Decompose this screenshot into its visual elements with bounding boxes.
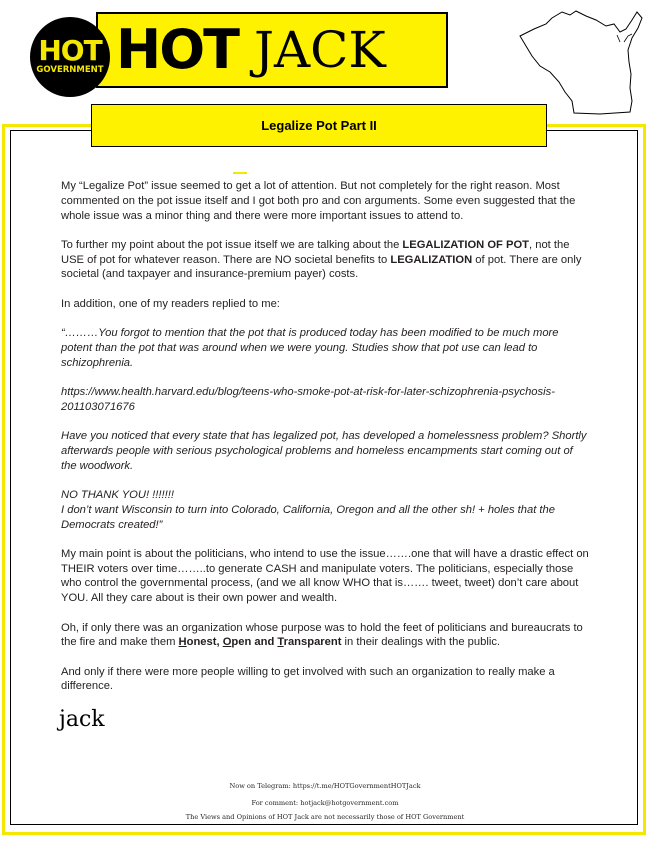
logo-government-text: GOVERNMENT <box>36 65 104 75</box>
paragraph-3: In addition, one of my readers replied to me: <box>61 297 280 310</box>
hot-government-logo <box>30 17 110 97</box>
quote-1: “………You forgot to mention that the pot that is produced today has been modified to be much more potent than the pot that was around when we were young. Studies show that pot use can lead to schizophrenia. <box>61 327 559 369</box>
wisconsin-map-icon <box>516 2 646 120</box>
logo-hot-text: HOT <box>38 34 102 67</box>
masthead-jack: JACK <box>253 21 386 79</box>
decorative-dash <box>233 172 247 174</box>
quote-3: NO THANK YOU! !!!!!!! I don’t want Wisconsin to turn into Colorado, California, Oregon and all the other sh! + holes that the Democrats created!” <box>61 488 555 531</box>
footer-comment: For comment: hotjack@hotgovernment.com <box>251 799 399 807</box>
paragraph-6: And only if there were more people willing to get involved with such an organization to really make a difference. <box>61 665 555 693</box>
masthead-hot: HOT <box>116 18 238 81</box>
quote-link: https://www.health.harvard.edu/blog/teens-who-smoke-pot-at-risk-for-later-schizophrenia-psychosis-201103071676 <box>61 385 555 413</box>
quote-2: Have you noticed that every state that has legalized pot, has developed a homelessness problem? Shortly afterwards people with serious psychological problems and homeless encampments start coming out of the woodwork. <box>61 430 587 472</box>
masthead <box>96 12 448 88</box>
footer-disclaimer: The Views and Opinions of HOT Jack are not necessarily those of HOT Government <box>185 813 465 821</box>
paragraph-4: My main point is about the politicians, who intend to use the issue…….one that will have a drastic effect on THEIR voters over time……..to generate CASH and manipulate voters. The politicians, especially those who control the governmental process, (and we all know WHO that is……. tweet, tweet) don’t care about YOU. All they care about is their own power and wealth. <box>61 547 589 605</box>
signature: jack <box>59 707 105 732</box>
paragraph-1: My “Legalize Pot” issue seemed to get a lot of attention. But not completely for the right reason. Most commented on the pot issue itself and I got both pro and con arguments. Some even suggested that the whole issue was a minor thing and there were more important issues to attend to. <box>61 180 576 222</box>
article-title: Legalize Pot Part II <box>261 118 377 133</box>
article-title-bar <box>91 104 547 147</box>
paragraph-2: To further my point about the pot issue itself we are talking about the LEGALIZATION OF POT, not the USE of pot for whatever reason. There are NO societal benefits to LEGALIZATION of pot. There are only societal (and taxpayer and insurance-premium payer) costs. <box>61 238 582 281</box>
article-body <box>61 179 591 709</box>
paragraph-5: Oh, if only there was an organization whose purpose was to hold the feet of politicians and bureaucrats to the fire and make them Honest, Open and Transparent in their dealings with the public. <box>61 621 583 649</box>
footer-telegram: Now on Telegram: https://t.me/HOTGovernmentHOTJack <box>229 782 421 790</box>
